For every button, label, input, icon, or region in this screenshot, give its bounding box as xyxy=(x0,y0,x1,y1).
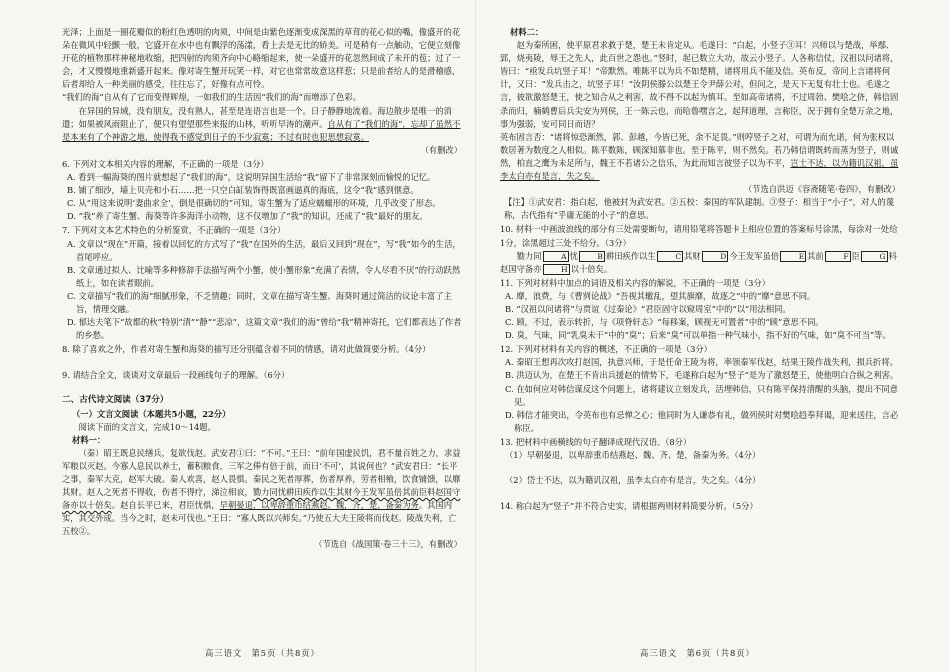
answer-box-h: H xyxy=(543,264,570,275)
underlined-sentence: 自从有了“我们的海”，忘却了虽然不是本来有了个神游之地，使得我不感觉到日子的不少寂寞；不过有时也犯思想寂寞。 xyxy=(62,118,461,142)
option-6a: A. 看到一幅海葵的图片就想起了“我们的海”，这说明异国生活给“我”留下了非常深刻而愉悦的记忆。 xyxy=(67,172,436,183)
underlined-sentence: 早朝晏退，以卑辞重币结燕赵、魏，齐，楚，备秦为务 xyxy=(219,500,419,511)
right-page xyxy=(500,26,900,513)
source-note: （节选自《战国策·卷三十三》，有删改） xyxy=(314,539,462,550)
material-label: 材料一： xyxy=(72,434,106,445)
passage-text: 。赵自长平已来，君臣忧惧， xyxy=(111,500,220,511)
option-12a: A. 秦昭王想再次攻打赵国，执意兴师，于是任命王陵为将，率领秦军伐赵，结果王陵作战失利，损兵折将。 xyxy=(505,357,898,368)
option-12b: B. 洪迈认为，在楚王不肯出兵援赵的情势下，毛遂称白起为“竖子”是为了激怒楚王，使他明白合纵之利害。 xyxy=(505,370,899,381)
passage-paragraph xyxy=(62,105,462,144)
option-6d: D. “我”养了寄生蟹、海葵等许多海洋小动物，这不仅增加了“我”的知识，还成了“我”最好的朋友。 xyxy=(67,211,428,222)
classical-passage xyxy=(62,447,462,539)
source-note: （节选自洪迈《容斋随笔·卷四》，有删改） xyxy=(743,184,900,195)
answer-box-e: E xyxy=(780,251,806,262)
answer-box-c: C xyxy=(657,251,683,262)
passage-paragraph: 光泽；上面是一圈花瓣似的粉红色透明的肉须，中间是由紫色逐渐变成深黑的草茸的花心似的嘴，像盛开的花朵在微风中轻颤一般，它盛开在水中也有飘浮的荡漾，看上去是无比的娇美。可是稍有一点触动，它便立刻像开花的植物那样神秘地收缩，把四射的肉须齐向中心略缩起来，使一朵盛开的花忽然间成了未开的苞；过了一会，才又慢慢地重新盛开起来。像对寄生蟹开玩笑一样，对它也常常故意这样惹；只是前者给人的是滑稽感，后者却给人一种美丽的感受，往往忘了，好像有点可怜。 xyxy=(62,27,461,90)
sentence-fragment: 今王发军虽倍 xyxy=(729,250,780,261)
classical-passage: 赵为秦所困，使平原君求救于楚，楚王未肯定从。毛遂曰：“白起，小竖子③耳！兴师以与楚战，举鄢、郢，烧夷陵，辱王之先人，此百世之怨也。”竖时，起已数立大功，故云小竖子。人各称信仗，汉祖以问诸将，皆曰：“亟发兵坑竖子耳！”帝默然。唯陈平以为兵不如楚精，诸将用兵不能及信。英布反，帝问上言诸将何计，又曰：“发兵击之，坑竖子耳！”汝阴侯滕公以楚王令尹薛公对，但问之，是天下无复有壮士也。毛遂之言，彼欲激怒楚王，使之知合从之利害，故不得不以起为慎耳。至如高帝诸将，不过周勃、樊哙之侪，韩信固杀而归，楠鹤曹后兵尖安为列侯，王一陈云也，而哈鲁嘿言之，起拜道理，言称臣，况于拥有全楚万余之地，事为强弱，安可同日而语？ xyxy=(500,40,899,129)
option-12c: C. 在如何应对韩信谋反这个问题上，诸将建议立刻发兵，活埋韩信，只有陈平保持清醒的头脑，提出不同意见。 xyxy=(505,383,898,407)
option-12d: D. 韩信才能突出，令英布也有忌惮之心；他同时为人谦恭有礼，做列侯时对樊哙趋奉拜谒，迎来送往，言必称臣。 xyxy=(505,409,899,433)
sentence-fragment: 勠力同 xyxy=(516,250,542,261)
sentence-fragment: 其前 xyxy=(807,250,824,261)
option-11d: D. 臭，气味，同“乳臭未干”中的“臭”；后来“臭”可以单指一种气味小，指不好的气味，如“臭不可当”等。 xyxy=(505,330,891,341)
material-label: 材料二： xyxy=(510,27,544,37)
answer-box-g: G xyxy=(861,251,888,262)
question-10: 10. 材料一中画波浪线的部分有三处需要断句，请用铅笔将答题卡上相应位置的答案标号涂黑，每涂对一处给1分，涂黑超过三处不给分。（3分） xyxy=(500,224,898,248)
option-11c: C. 顾，不过，表示转折，与《项脊轩志》“每移案，顾视无可置者”中的“顾”意思不同。 xyxy=(505,317,824,328)
option-6b: B. 铺了细沙，墙上贝壳和小石……把一只空白缸装饰得既富画逼真的海底，这令“我”感到惬意。 xyxy=(67,185,419,196)
wavy-underline-text: 勠力同忧耕田疾作以生其财今王发军虽倍其前臣料赵国守备亦以十倍矣 xyxy=(62,487,461,511)
sentence-fragment: 臣 xyxy=(851,250,860,261)
question-12: 12. 下列对材料有关内容的概述，不正确的一项是（3分） xyxy=(500,344,712,355)
sentence-fragment: 其财 xyxy=(684,250,701,261)
passage-text: 。其国内实，其交外成。当今之时，赵未可伐也。”王曰：“寡人既以兴师矣。”乃使五大夫王陵将而伐赵。陵战失利，亡五校②。 xyxy=(62,500,457,537)
question-13-2: （2）岱士不达，以为籍讥汉祖，虽李太白亦有是言，失之矣。（4分） xyxy=(505,475,761,486)
question-13: 13. 把材料中画横线的句子翻译成现代汉语。（8分） xyxy=(500,436,692,447)
classical-passage xyxy=(500,131,900,183)
passage-text: （秦）昭王既息民缮兵，复欲伐赵。武安君①曰：“不可。”王曰：“前年国虚民饥，君不量百姓之力，求益军粮以灭赵。今寡人息民以养士，蓄积粮食，三军之俸有倍于前，而曰‘不可’，其说何也？”武安君曰：“长平之事，秦军大克，赵军大破。秦人欢喜，赵人畏惧。秦民之死者厚葬，伤者厚养，劳者相飨，饮食铺馈，以靡其财。赵人之死者不得收，伤者不得疗，涕泣相哀， xyxy=(62,447,461,498)
question-13-1: （1）早朝晏退，以卑辞重币结燕赵、魏、齐、楚，备秦为务。（4分） xyxy=(505,450,761,460)
subsection-title: （一）文言文阅读（本题共5小题，22分） xyxy=(72,408,231,419)
question-11: 11. 下列对材料中加点的词语及相关内容的解说，不正确的一项是（3分） xyxy=(500,277,771,288)
question-9: 9. 请结合全文，谈谈对文章最后一段画线句子的理解。（6分） xyxy=(62,370,290,381)
left-page xyxy=(62,26,462,552)
sentence-fragment: 忧 xyxy=(569,250,578,261)
page-footer-right: 高三语文 第6页（共8页） xyxy=(640,648,755,658)
answer-box-f: F xyxy=(825,251,851,262)
page-footer-left: 高三语文 第5页（共8页） xyxy=(205,648,320,658)
annotation-note: 【注】①武安君：指白起，他被封为武安君。②五校：秦国的军队建制。③竖子：相当于“小子”，对人的蔑称，古代指有“乎庸无能的小子”的意思。 xyxy=(504,197,895,221)
option-11b: B. “汉祖以问诸将”与贾谊《过秦论》“君臣固守以窥周室”中的“以”用法相同。 xyxy=(505,303,791,314)
sentence-fragment: 以十倍矣。 xyxy=(570,263,613,274)
instruction: 阅读下面的文言文，完成10～14题。 xyxy=(78,421,216,432)
answer-box-d: D xyxy=(702,251,729,262)
underlined-sentence: 岂士不达，以为籍讥汉祖，虽李太白亦有是言，失之矣。 xyxy=(500,157,899,182)
option-7c: C. 文章描写“我们的海”细腻形象，不乏情趣；同时，文章在描写寄生蟹、海葵时通过简洁的议论丰富了主旨，情理交融。 xyxy=(67,290,452,314)
section-title: 二、古代诗文阅读（37分） xyxy=(62,395,169,406)
option-7a: A. 文章以“现在”开篇，接着以回忆的方式写了“我”在国外的生活，最后又回到“现在”，写“我”如今的生活，首尾呼应。 xyxy=(67,238,461,262)
source-note: （有删改） xyxy=(420,144,462,155)
sentence-fragment: 耕田疾作以生 xyxy=(605,250,656,261)
question-14: 14. 称白起为“竖子”并不符合史实，请根据两则材料简要分析。（5分） xyxy=(500,501,758,512)
answer-box-b: B xyxy=(579,251,605,262)
sentence-with-boxes xyxy=(500,250,900,276)
passage-paragraph: “我们的海”自从有了它而变得辉煌，一如我们的生活因“我们的海”而增添了色彩。 xyxy=(62,92,362,103)
passage-text: 英布固言否：“诸将惊恐渐然，郭、彭越，今皆已死，余不足畏。”则哼竖子之对，可谓为而允诺，何为张权以数居著为数度之人相似。陈平数陈，顾深知慕非也。至于陈平，则不然矣。若乃韩信谓既转而蒸为竖子，则诚然，柏直之鹰为未足所与，魏王不若诸公之信乐，为此而知言彼竖子以为不平， xyxy=(500,131,899,168)
sentence-fragment: 料赵国守备亦 xyxy=(500,250,897,274)
option-7d: D. 郁达夫笔下“故都的秋”特别“清”“静”“悲凉”，这篇文章“我们的海”曾给“我”精神寄托，它们都表达了作者的乡愁。 xyxy=(67,317,462,341)
question-6: 6. 下列对文本相关内容的理解，不正确的一项是（3分） xyxy=(62,158,269,169)
option-6c: C. 从“用这来说明‘妻曲求全’，倒是很确切的”可知，寄生蟹为了适应蠕蠕形的环境，几乎改变了形态。 xyxy=(67,198,441,209)
question-8: 8. 除了喜欢之外，作者对寄生蟹和海葵的描写还分别蕴含着不同的情感，请对此做简要分析。（4分） xyxy=(62,344,431,355)
option-7b: B. 文章通过拟人、比喻等多种修辞手法描写两个小蟹，使小蟹形象“充满了表情，令人尽看不厌”的行动跃然纸上，如在读者眼前。 xyxy=(67,264,461,288)
question-7: 7. 下列对文本艺术特色的分析鉴赏，不正确的一项是（3分） xyxy=(62,225,286,236)
option-11a: A. 靡，浪费，与《曹刿论战》“吾视其辙乱，望其旗靡，故逐之”中的“靡”意思不同。 xyxy=(505,290,816,301)
page-fold xyxy=(475,0,476,672)
answer-box-a: A xyxy=(543,251,569,262)
passage-text: 在异国的异域，没有朋友，没有熟人，甚至是连语言也是一个。日子静静地流着。海边散步是唯一的消遣；如果被风雨阻止了，便只有望望那些来报的山林，听听早涛的潮声。 xyxy=(62,105,452,129)
